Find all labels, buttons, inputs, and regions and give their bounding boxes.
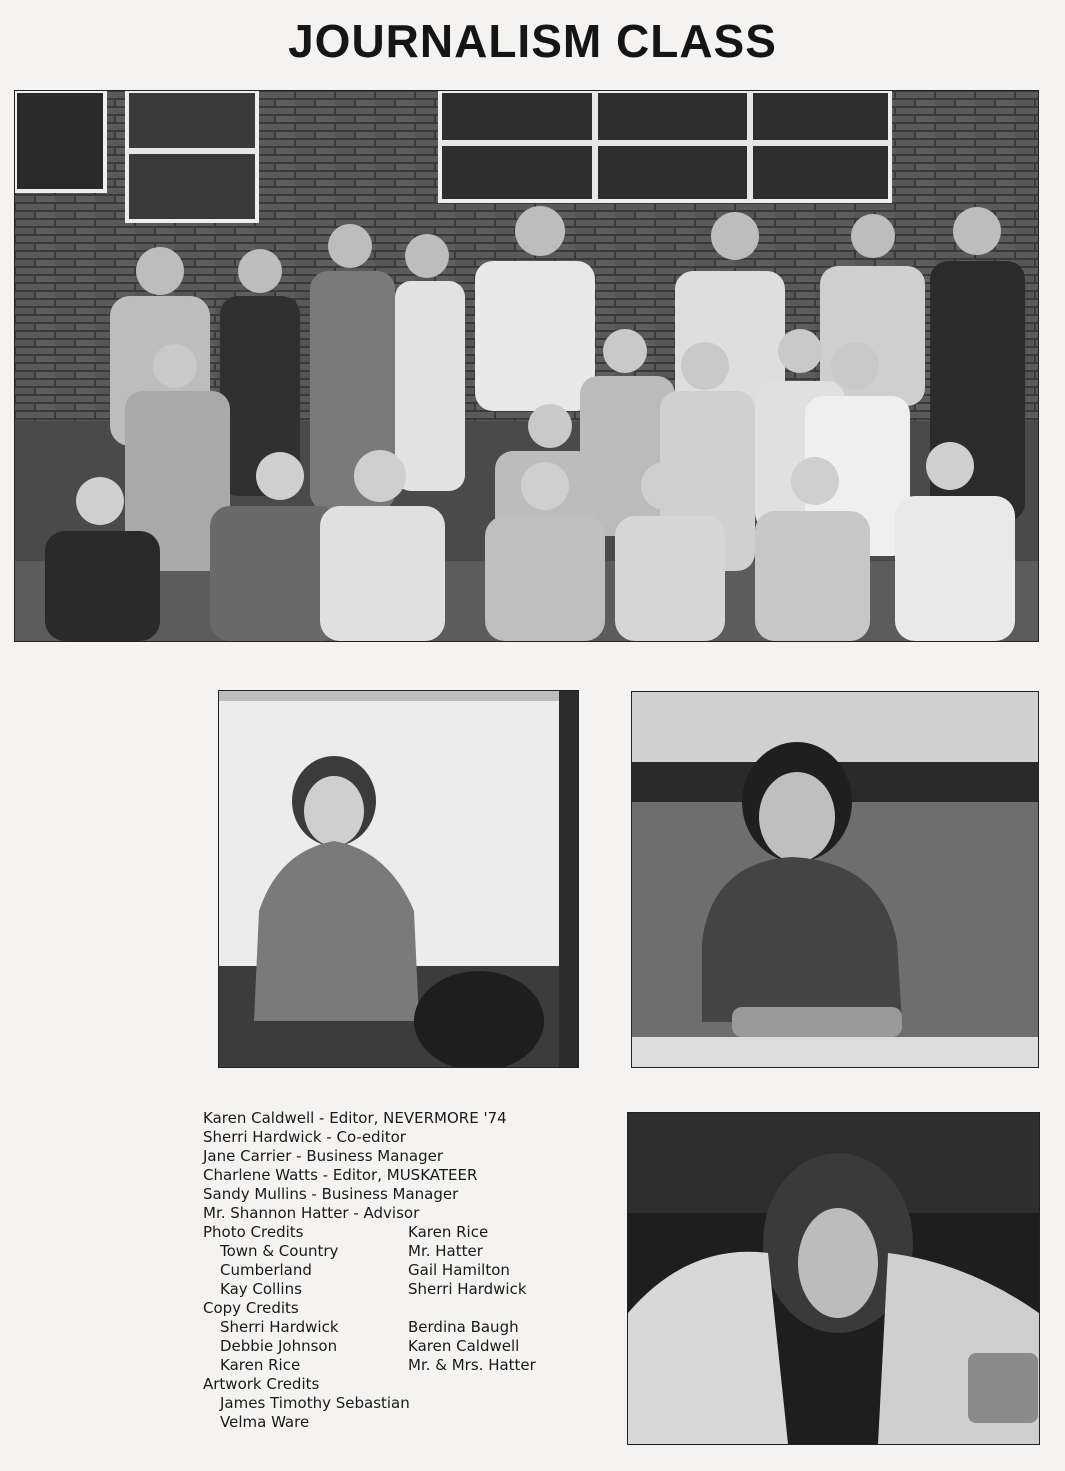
photo-girl-at-desk-image: [632, 692, 1038, 1067]
photo-credits-heading: Photo Credits: [203, 1223, 304, 1241]
photo-credits-row: [203, 1280, 603, 1299]
copy-credit-name: Debbie Johnson: [220, 1337, 338, 1355]
copy-credit-name: Karen Caldwell: [408, 1337, 520, 1355]
staff-line: Sherri Hardwick - Co-editor: [203, 1128, 406, 1146]
photo-credits-heading-row: [203, 1223, 603, 1242]
page-title: JOURNALISM CLASS: [288, 15, 777, 67]
group-photo-image: [15, 91, 1038, 641]
photo-credit-name: Gail Hamilton: [408, 1261, 510, 1279]
photo-credit-name: Mr. Hatter: [408, 1242, 483, 1260]
copy-credit-name: Mr. & Mrs. Hatter: [408, 1356, 536, 1374]
artwork-credit-name: Velma Ware: [220, 1413, 310, 1431]
photo-credit-name: Kay Collins: [220, 1280, 302, 1298]
staff-line: Jane Carrier - Business Manager: [203, 1147, 444, 1165]
staff-line: Karen Caldwell - Editor, NEVERMORE '74: [203, 1109, 507, 1127]
photo-credit-name: Town & Country: [220, 1242, 339, 1260]
copy-credits-row: [203, 1337, 603, 1356]
credits-block: [203, 1109, 603, 1432]
artwork-credits-heading: Artwork Credits: [203, 1375, 320, 1393]
group-photo: [14, 90, 1039, 642]
photo-girl-writing-image: [628, 1113, 1039, 1444]
photo-standing-girl: [218, 690, 579, 1068]
photo-credit-name: Cumberland: [220, 1261, 312, 1279]
photo-credits-row: [203, 1242, 603, 1261]
staff-line: Mr. Shannon Hatter - Advisor: [203, 1204, 420, 1222]
photo-credits-row: [203, 1261, 603, 1280]
copy-credit-name: Sherri Hardwick: [220, 1318, 339, 1336]
photo-credit-name: Karen Rice: [408, 1223, 489, 1241]
photo-credit-name: Sherri Hardwick: [408, 1280, 527, 1298]
copy-credit-name: Karen Rice: [220, 1356, 301, 1374]
copy-credits-row: [203, 1356, 603, 1375]
staff-line: Charlene Watts - Editor, MUSKATEER: [203, 1166, 478, 1184]
photo-girl-at-desk: [631, 691, 1039, 1068]
photo-standing-girl-image: [219, 691, 578, 1067]
copy-credit-name: Berdina Baugh: [408, 1318, 519, 1336]
copy-credits-heading: Copy Credits: [203, 1299, 299, 1317]
artwork-credit-name: James Timothy Sebastian: [220, 1394, 410, 1412]
photo-girl-writing: [627, 1112, 1040, 1445]
staff-line: Sandy Mullins - Business Manager: [203, 1185, 459, 1203]
copy-credits-row: [203, 1318, 603, 1337]
